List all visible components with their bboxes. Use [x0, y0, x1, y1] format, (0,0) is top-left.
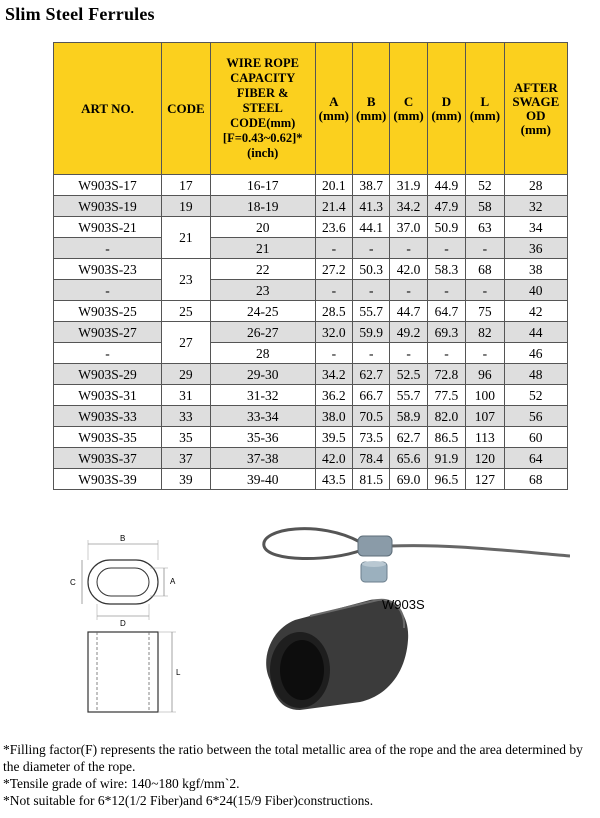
cell-l: 75 — [466, 301, 504, 322]
table-row — [54, 469, 568, 490]
cell-c: 49.2 — [390, 322, 427, 343]
cell-wire: 33-34 — [210, 406, 315, 427]
cell-code: 25 — [161, 301, 210, 322]
cell-l: 82 — [466, 322, 504, 343]
cell-a: 43.5 — [315, 469, 352, 490]
label-c: C — [70, 578, 76, 587]
cell-b: 50.3 — [353, 259, 390, 280]
cell-b: 66.7 — [353, 385, 390, 406]
cell-b: 81.5 — [353, 469, 390, 490]
cell-art: - — [54, 280, 162, 301]
cell-wire: 16-17 — [210, 175, 315, 196]
cell-b: 41.3 — [353, 196, 390, 217]
cell-a: 28.5 — [315, 301, 352, 322]
cell-a: 36.2 — [315, 385, 352, 406]
cell-l: 107 — [466, 406, 504, 427]
label-d: D — [120, 619, 126, 628]
header-l: L (mm) — [466, 43, 504, 175]
cell-code: 31 — [161, 385, 210, 406]
ferrule-inner-hole — [97, 568, 149, 596]
cell-l: 100 — [466, 385, 504, 406]
cell-b: 73.5 — [353, 427, 390, 448]
cell-l: 52 — [466, 175, 504, 196]
cell-d: 44.9 — [427, 175, 465, 196]
cell-od: 60 — [504, 427, 567, 448]
cell-od: 42 — [504, 301, 567, 322]
table-row — [54, 238, 568, 259]
footnotes — [3, 741, 599, 809]
cell-l: - — [466, 343, 504, 364]
product-label: W903S — [382, 597, 425, 612]
cell-d: 86.5 — [427, 427, 465, 448]
cell-b: 78.4 — [353, 448, 390, 469]
table-row — [54, 343, 568, 364]
cell-art: W903S-37 — [54, 448, 162, 469]
cell-wire: 22 — [210, 259, 315, 280]
table-row — [54, 175, 568, 196]
cell-d: 69.3 — [427, 322, 465, 343]
cell-a: 39.5 — [315, 427, 352, 448]
note-filling-factor: *Filling factor(F) represents the ratio between the total metallic area of the rope and the area determined by the diameter of the rope. — [3, 742, 583, 774]
header-code: CODE — [161, 43, 210, 175]
cell-a: - — [315, 238, 352, 259]
cell-d: - — [427, 238, 465, 259]
cell-d: 64.7 — [427, 301, 465, 322]
header-d: D (mm) — [427, 43, 465, 175]
cell-c: 44.7 — [390, 301, 427, 322]
cell-a: 38.0 — [315, 406, 352, 427]
cell-b: - — [353, 238, 390, 259]
label-b: B — [120, 534, 126, 543]
cell-wire: 31-32 — [210, 385, 315, 406]
table-row — [54, 448, 568, 469]
header-after-swage-od: AFTER SWAGE OD (mm) — [504, 43, 567, 175]
cell-code: 21 — [161, 217, 210, 259]
cell-code: 39 — [161, 469, 210, 490]
cell-art: W903S-31 — [54, 385, 162, 406]
cell-art: W903S-25 — [54, 301, 162, 322]
cell-code: 29 — [161, 364, 210, 385]
header-a: A (mm) — [315, 43, 352, 175]
cell-art: W903S-23 — [54, 259, 162, 280]
note-not-suitable: *Not suitable for 6*12(1/2 Fiber)and 6*24(15/9 Fiber)constructions. — [3, 793, 374, 808]
table-row — [54, 259, 568, 280]
table-row — [54, 385, 568, 406]
cell-c: 52.5 — [390, 364, 427, 385]
cell-wire: 23 — [210, 280, 315, 301]
cell-code: 19 — [161, 196, 210, 217]
cell-art: W903S-29 — [54, 364, 162, 385]
cell-od: 56 — [504, 406, 567, 427]
cell-code: 17 — [161, 175, 210, 196]
cell-code: 27 — [161, 322, 210, 364]
cell-wire: 37-38 — [210, 448, 315, 469]
cell-art: W903S-35 — [54, 427, 162, 448]
cell-d: 77.5 — [427, 385, 465, 406]
cell-b: 62.7 — [353, 364, 390, 385]
cell-wire: 35-36 — [210, 427, 315, 448]
cell-b: 70.5 — [353, 406, 390, 427]
cell-c: 58.9 — [390, 406, 427, 427]
cell-d: 91.9 — [427, 448, 465, 469]
cell-od: 46 — [504, 343, 567, 364]
cell-d: - — [427, 343, 465, 364]
cell-d: 50.9 — [427, 217, 465, 238]
cell-od: 36 — [504, 238, 567, 259]
dimension-diagram — [60, 520, 260, 720]
cell-art: - — [54, 343, 162, 364]
cell-od: 34 — [504, 217, 567, 238]
cell-l: - — [466, 280, 504, 301]
cell-c: - — [390, 343, 427, 364]
wire-rope-loop — [264, 529, 362, 559]
cell-c: 55.7 — [390, 385, 427, 406]
cell-c: - — [390, 238, 427, 259]
table-row — [54, 364, 568, 385]
cell-art: - — [54, 238, 162, 259]
cell-art: W903S-33 — [54, 406, 162, 427]
cell-wire: 28 — [210, 343, 315, 364]
cell-a: 21.4 — [315, 196, 352, 217]
cell-d: 82.0 — [427, 406, 465, 427]
cell-l: 96 — [466, 364, 504, 385]
cell-b: 44.1 — [353, 217, 390, 238]
ferrule-swaged — [358, 536, 392, 556]
cell-od: 40 — [504, 280, 567, 301]
cell-art: W903S-27 — [54, 322, 162, 343]
cell-wire: 18-19 — [210, 196, 315, 217]
cell-l: 63 — [466, 217, 504, 238]
cell-c: - — [390, 280, 427, 301]
cell-a: 32.0 — [315, 322, 352, 343]
cell-art: W903S-17 — [54, 175, 162, 196]
cell-l: 127 — [466, 469, 504, 490]
cell-code: 37 — [161, 448, 210, 469]
cell-code: 23 — [161, 259, 210, 301]
table-row — [54, 196, 568, 217]
cell-od: 68 — [504, 469, 567, 490]
cell-c: 34.2 — [390, 196, 427, 217]
ferrule-side-view — [88, 632, 158, 712]
header-art-no: ART NO. — [54, 43, 162, 175]
cell-b: - — [353, 280, 390, 301]
ferrule-large-hole — [280, 640, 324, 700]
cell-c: 37.0 — [390, 217, 427, 238]
cell-a: 20.1 — [315, 175, 352, 196]
cell-b: 38.7 — [353, 175, 390, 196]
cell-od: 44 — [504, 322, 567, 343]
cell-c: 31.9 — [390, 175, 427, 196]
cell-l: 120 — [466, 448, 504, 469]
cell-b: 55.7 — [353, 301, 390, 322]
cell-l: 113 — [466, 427, 504, 448]
cell-d: 47.9 — [427, 196, 465, 217]
cell-l: 58 — [466, 196, 504, 217]
cell-art: W903S-21 — [54, 217, 162, 238]
header-b: B (mm) — [353, 43, 390, 175]
table-row — [54, 322, 568, 343]
cell-wire: 21 — [210, 238, 315, 259]
table-row — [54, 217, 568, 238]
cell-art: W903S-19 — [54, 196, 162, 217]
cell-a: - — [315, 280, 352, 301]
ferrule-cross-section — [88, 560, 158, 604]
cell-a: 34.2 — [315, 364, 352, 385]
cell-c: 42.0 — [390, 259, 427, 280]
wire-rope-tail — [390, 546, 570, 556]
cell-b: 59.9 — [353, 322, 390, 343]
cell-c: 69.0 — [390, 469, 427, 490]
cell-d: 72.8 — [427, 364, 465, 385]
cell-od: 48 — [504, 364, 567, 385]
cell-l: 68 — [466, 259, 504, 280]
table-row — [54, 406, 568, 427]
label-a: A — [170, 577, 176, 586]
ferrule-small-top — [362, 561, 386, 567]
cell-od: 64 — [504, 448, 567, 469]
cell-wire: 29-30 — [210, 364, 315, 385]
cell-wire: 39-40 — [210, 469, 315, 490]
note-tensile-grade: *Tensile grade of wire: 140~180 kgf/mm`2. — [3, 776, 240, 791]
cell-od: 52 — [504, 385, 567, 406]
cell-wire: 20 — [210, 217, 315, 238]
cell-a: 23.6 — [315, 217, 352, 238]
cell-a: 27.2 — [315, 259, 352, 280]
header-row — [54, 43, 568, 175]
cell-d: 96.5 — [427, 469, 465, 490]
cell-art: W903S-39 — [54, 469, 162, 490]
label-l: L — [176, 668, 181, 677]
cell-od: 38 — [504, 259, 567, 280]
table-row — [54, 427, 568, 448]
cell-a: - — [315, 343, 352, 364]
spec-table-body — [54, 175, 568, 490]
cell-od: 32 — [504, 196, 567, 217]
cell-code: 33 — [161, 406, 210, 427]
table-row — [54, 280, 568, 301]
cell-d: 58.3 — [427, 259, 465, 280]
header-wire-rope: WIRE ROPE CAPACITY FIBER & STEEL CODE(mm) [F=0.43~0.62]* (inch) — [210, 43, 315, 175]
cell-b: - — [353, 343, 390, 364]
page-title: Slim Steel Ferrules — [5, 4, 155, 24]
cell-wire: 24-25 — [210, 301, 315, 322]
spec-table — [53, 42, 568, 490]
cell-c: 65.6 — [390, 448, 427, 469]
table-row — [54, 301, 568, 322]
cell-l: - — [466, 238, 504, 259]
cell-d: - — [427, 280, 465, 301]
cell-od: 28 — [504, 175, 567, 196]
cell-code: 35 — [161, 427, 210, 448]
header-c: C (mm) — [390, 43, 427, 175]
cell-a: 42.0 — [315, 448, 352, 469]
cell-c: 62.7 — [390, 427, 427, 448]
cell-wire: 26-27 — [210, 322, 315, 343]
product-photos — [250, 520, 570, 725]
